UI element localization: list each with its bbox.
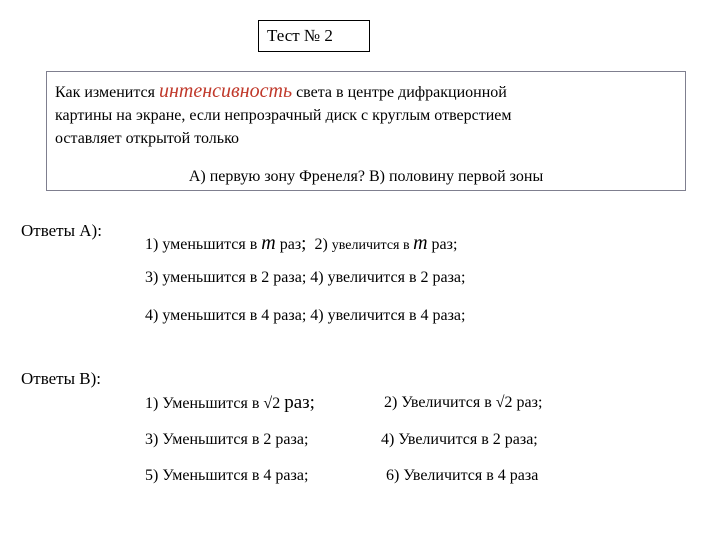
answer-a-2-variable: m xyxy=(413,232,428,254)
answer-b-1-unit: раз; xyxy=(284,392,315,413)
answers-a-row-3: 4) уменьшится в 4 раза; 4) увеличится в 4 раза; xyxy=(145,307,466,324)
answer-a-1-text: 1) уменьшится в xyxy=(145,236,262,253)
question-line-3: оставляет открытой только xyxy=(55,130,240,147)
answer-a-2-unit: раз; xyxy=(427,236,458,253)
question-accent-word: интенсивность xyxy=(159,80,293,102)
answers-b-label: Ответы В): xyxy=(21,369,102,388)
answer-a-2-text: увеличится в xyxy=(331,238,414,253)
answers-a-row-2: 3) уменьшится в 2 раза; 4) увеличится в 2 раза; xyxy=(145,269,466,286)
answer-b-4: 4) Увеличится в 2 раза; xyxy=(381,431,538,448)
answer-b-3: 3) Уменьшится в 2 раза; xyxy=(145,431,309,448)
question-options: А) первую зону Френеля? В) половину первой зоны xyxy=(188,168,544,185)
question-line-1-end: света в центре дифракционной xyxy=(292,84,507,101)
answer-a-1-unit: раз xyxy=(275,236,302,253)
question-box xyxy=(46,71,686,191)
answer-a-1-variable: m xyxy=(261,232,276,254)
answers-a-row-1 xyxy=(145,232,457,255)
answers-a-label: Ответы А): xyxy=(21,221,102,240)
test-title: Тест № 2 xyxy=(258,20,370,52)
question-line-2: картины на экране, если непрозрачный диск с круглым отверстием xyxy=(55,107,512,124)
answer-b-2: 2) Увеличится в √2 раз; xyxy=(384,394,543,411)
answer-b-1 xyxy=(145,392,315,414)
answer-b-5: 5) Уменьшится в 4 раза; xyxy=(145,467,309,484)
answer-a-2-number: 2) xyxy=(314,236,332,253)
question-line-1 xyxy=(55,80,507,103)
question-line-1-start: Как изменится xyxy=(55,84,159,101)
answer-a-1-separator: ; xyxy=(301,233,307,254)
answer-b-1-text: 1) Уменьшится в √2 xyxy=(145,395,285,412)
answer-b-6: 6) Увеличится в 4 раза xyxy=(386,467,539,484)
